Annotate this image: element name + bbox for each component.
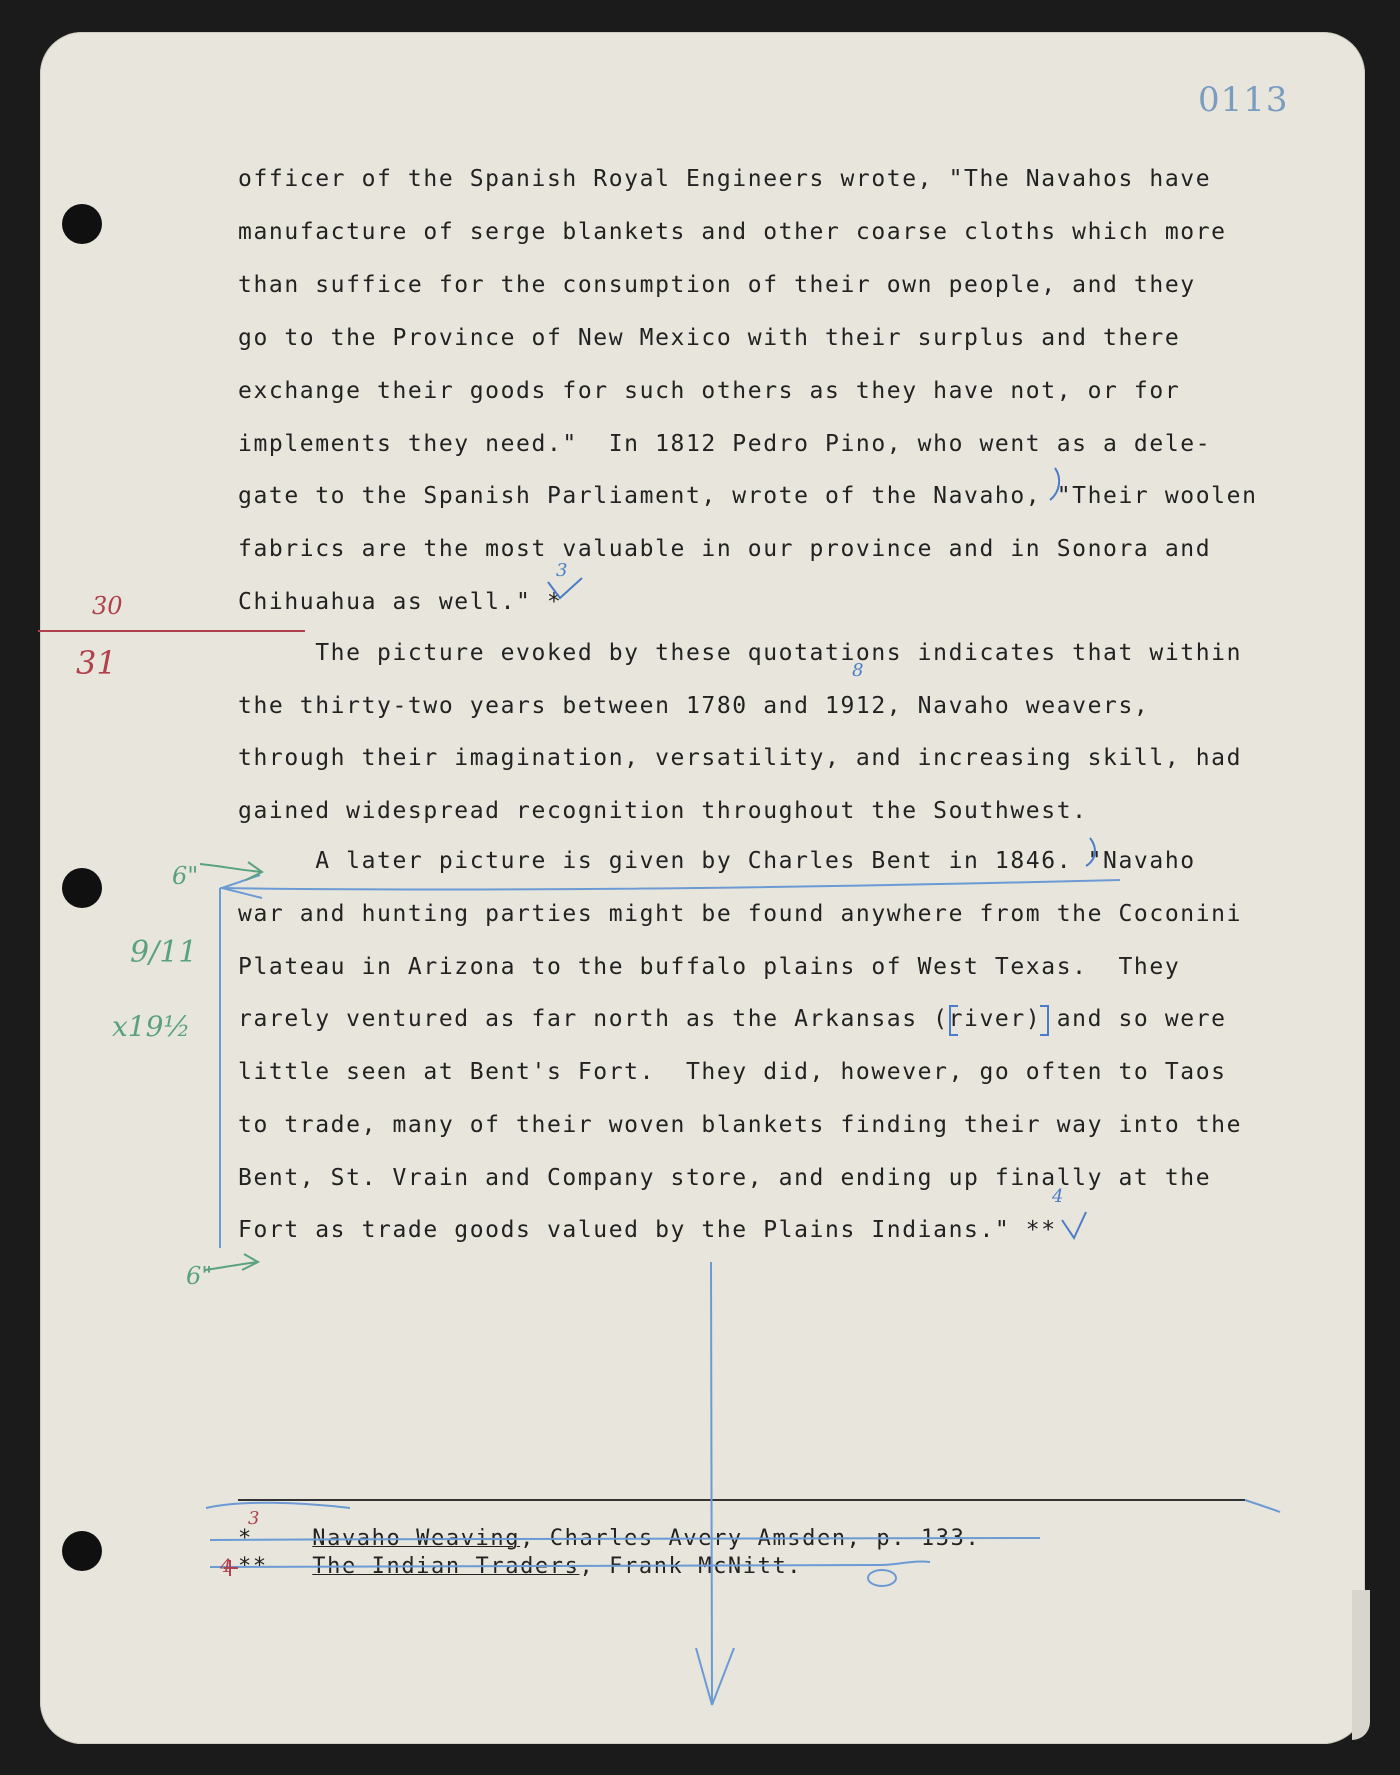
body-line-20: Bent, St. Vrain and Company store, and ending up finally at the — [238, 1165, 1212, 1191]
footnote-2-marker: ** — [238, 1554, 268, 1579]
body-line-16: Plateau in Arizona to the buffalo plains of West Texas. They — [238, 954, 1181, 980]
footnote-2-title: The Indian Traders — [312, 1554, 580, 1579]
body-line-1: officer of the Spanish Royal Engineers wrote, "The Navahos have — [238, 166, 1212, 192]
body-line-6: implements they need." In 1812 Pedro Pino, who went as a dele- — [238, 431, 1212, 457]
handwritten-4: 4 — [1052, 1186, 1064, 1207]
handwritten-30: 30 — [92, 592, 123, 620]
footnote-1-rest: , Charles Avery Amsden, p. 133. — [520, 1526, 981, 1551]
handwritten-3: 3 — [556, 560, 568, 581]
body-line-5: exchange their goods for such others as they have not, or for — [238, 378, 1181, 404]
body-line-9: Chihuahua as well." * — [238, 589, 563, 615]
handwritten-x19: x19½ — [112, 1010, 191, 1043]
handwritten-8: 8 — [852, 660, 864, 681]
handwritten-6-bottom: 6" — [186, 1262, 213, 1290]
handwritten-footnote-4: 4 — [220, 1556, 232, 1577]
body-line-11: the thirty-two years between 1780 and 1912, Navaho weavers, — [238, 693, 1150, 719]
body-line-10: The picture evoked by these quotations indicates that within — [238, 640, 1243, 666]
body-line-8: fabrics are the most valuable in our province and in Sonora and — [238, 536, 1212, 562]
body-line-21: Fort as trade goods valued by the Plains Indians." ** — [238, 1217, 1057, 1243]
body-line-14: A later picture is given by Charles Bent in 1846. "Navaho — [238, 848, 1196, 874]
handwritten-6-top: 6" — [172, 862, 199, 890]
footnote-2-rest: , Frank McNitt. — [579, 1554, 803, 1579]
body-line-13: gained widespread recognition throughout the Southwest. — [238, 798, 1088, 824]
footnote-1-title: Navaho Weaving — [312, 1526, 521, 1551]
handwritten-9-11: 9/11 — [130, 935, 198, 970]
page-number-stamp: 0113 — [1198, 80, 1289, 120]
body-line-15: war and hunting parties might be found anywhere from the Coconini — [238, 901, 1243, 927]
body-line-18: little seen at Bent's Fort. They did, however, go often to Taos — [238, 1059, 1227, 1085]
body-line-12: through their imagination, versatility, and increasing skill, had — [238, 745, 1243, 771]
handwritten-footnote-3: 3 — [248, 1508, 260, 1529]
body-line-4: go to the Province of New Mexico with their surplus and there — [238, 325, 1181, 351]
body-line-2: manufacture of serge blankets and other coarse cloths which more — [238, 219, 1227, 245]
body-line-7: gate to the Spanish Parliament, wrote of the Navaho, "Their woolen — [238, 483, 1258, 509]
body-line-3: than suffice for the consumption of their own people, and they — [238, 272, 1196, 298]
footnote-1-marker: * — [238, 1526, 253, 1551]
body-line-17: rarely ventured as far north as the Arkansas (river) and so were — [238, 1006, 1227, 1032]
body-line-19: to trade, many of their woven blankets finding their way into the — [238, 1112, 1243, 1138]
handwritten-31: 31 — [76, 644, 117, 682]
